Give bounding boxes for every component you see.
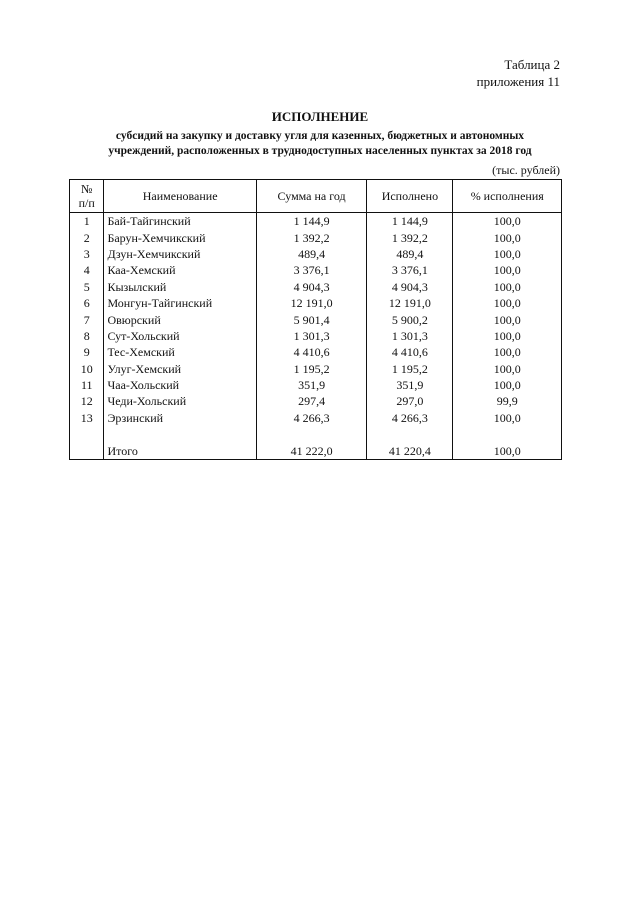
row-sum: 351,9 [256, 377, 366, 393]
table-header-row [70, 180, 562, 213]
row-done: 1 392,2 [367, 229, 453, 245]
table-row [70, 229, 562, 245]
row-number: 13 [70, 410, 104, 426]
execution-table [69, 179, 562, 460]
row-number: 6 [70, 295, 104, 311]
total-number [70, 442, 104, 459]
row-name: Овюрский [104, 311, 256, 327]
document-title: ИСПОЛНЕНИЕ [271, 109, 369, 124]
row-number: 5 [70, 279, 104, 295]
row-sum: 1 392,2 [256, 229, 366, 245]
row-percent: 100,0 [453, 311, 562, 327]
table-row [70, 361, 562, 377]
row-sum: 1 195,2 [256, 361, 366, 377]
table-row [70, 246, 562, 262]
row-number: 10 [70, 361, 104, 377]
row-done: 4 266,3 [367, 410, 453, 426]
document-subtitle [0, 129, 640, 159]
row-number: 9 [70, 344, 104, 360]
row-sum: 4 266,3 [256, 410, 366, 426]
row-percent: 100,0 [453, 279, 562, 295]
row-number: 11 [70, 377, 104, 393]
row-percent: 100,0 [453, 328, 562, 344]
table-row [70, 410, 562, 426]
table-row [70, 279, 562, 295]
row-done: 297,0 [367, 393, 453, 409]
row-name: Тес-Хемский [104, 344, 256, 360]
row-percent: 100,0 [453, 213, 562, 230]
row-name: Кызылский [104, 279, 256, 295]
row-number: 1 [70, 213, 104, 230]
row-done: 4 410,6 [367, 344, 453, 360]
row-percent: 100,0 [453, 344, 562, 360]
total-sum: 41 222,0 [256, 442, 366, 459]
row-percent: 100,0 [453, 361, 562, 377]
header-done: Исполнено [367, 180, 453, 213]
row-percent: 100,0 [453, 295, 562, 311]
row-done: 1 301,3 [367, 328, 453, 344]
header-number: № п/п [70, 180, 104, 213]
row-percent: 100,0 [453, 377, 562, 393]
table-row [70, 377, 562, 393]
row-sum: 297,4 [256, 393, 366, 409]
row-sum: 489,4 [256, 246, 366, 262]
row-number: 7 [70, 311, 104, 327]
row-name: Чаа-Хольский [104, 377, 256, 393]
table-total-row [70, 442, 562, 459]
total-percent: 100,0 [453, 442, 562, 459]
table-row [70, 295, 562, 311]
row-done: 12 191,0 [367, 295, 453, 311]
row-name: Дзун-Хемчикский [104, 246, 256, 262]
table-spacer-row [70, 426, 562, 442]
row-percent: 100,0 [453, 229, 562, 245]
row-number: 12 [70, 393, 104, 409]
total-name: Итого [104, 442, 256, 459]
table-row [70, 393, 562, 409]
row-sum: 12 191,0 [256, 295, 366, 311]
row-name: Сут-Хольский [104, 328, 256, 344]
table-row [70, 213, 562, 230]
row-sum: 5 901,4 [256, 311, 366, 327]
row-done: 489,4 [367, 246, 453, 262]
row-percent: 100,0 [453, 246, 562, 262]
table-row [70, 328, 562, 344]
row-name: Бай-Тайгинский [104, 213, 256, 230]
header-name: Наименование [104, 180, 256, 213]
appendix-number: приложения 11 [476, 74, 560, 89]
row-done: 5 900,2 [367, 311, 453, 327]
unit-label: (тыс. рублей) [492, 163, 560, 177]
row-sum: 4 904,3 [256, 279, 366, 295]
row-number: 8 [70, 328, 104, 344]
row-number: 3 [70, 246, 104, 262]
row-sum: 4 410,6 [256, 344, 366, 360]
row-name: Эрзинский [104, 410, 256, 426]
header-sum: Сумма на год [256, 180, 366, 213]
row-name: Каа-Хемский [104, 262, 256, 278]
table-row [70, 344, 562, 360]
row-sum: 3 376,1 [256, 262, 366, 278]
row-done: 1 195,2 [367, 361, 453, 377]
row-percent: 100,0 [453, 410, 562, 426]
row-done: 1 144,9 [367, 213, 453, 230]
row-sum: 1 301,3 [256, 328, 366, 344]
table-row [70, 311, 562, 327]
subtitle-line-1: субсидий на закупку и доставку угля для казенных, бюджетных и автономных [115, 130, 525, 142]
row-percent: 100,0 [453, 262, 562, 278]
row-percent: 99,9 [453, 393, 562, 409]
row-name: Улуг-Хемский [104, 361, 256, 377]
row-name: Чеди-Хольский [104, 393, 256, 409]
row-done: 4 904,3 [367, 279, 453, 295]
table-row [70, 262, 562, 278]
row-name: Барун-Хемчикский [104, 229, 256, 245]
row-done: 3 376,1 [367, 262, 453, 278]
table-number: Таблица 2 [504, 57, 560, 72]
row-done: 351,9 [367, 377, 453, 393]
subtitle-line-2: учреждений, расположенных в труднодоступных населенных пунктах за 2018 год [108, 145, 532, 157]
table-body [70, 213, 562, 460]
header-percent: % исполнения [453, 180, 562, 213]
row-number: 2 [70, 229, 104, 245]
table-reference [477, 56, 560, 90]
row-number: 4 [70, 262, 104, 278]
row-name: Монгун-Тайгинский [104, 295, 256, 311]
row-sum: 1 144,9 [256, 213, 366, 230]
total-done: 41 220,4 [367, 442, 453, 459]
